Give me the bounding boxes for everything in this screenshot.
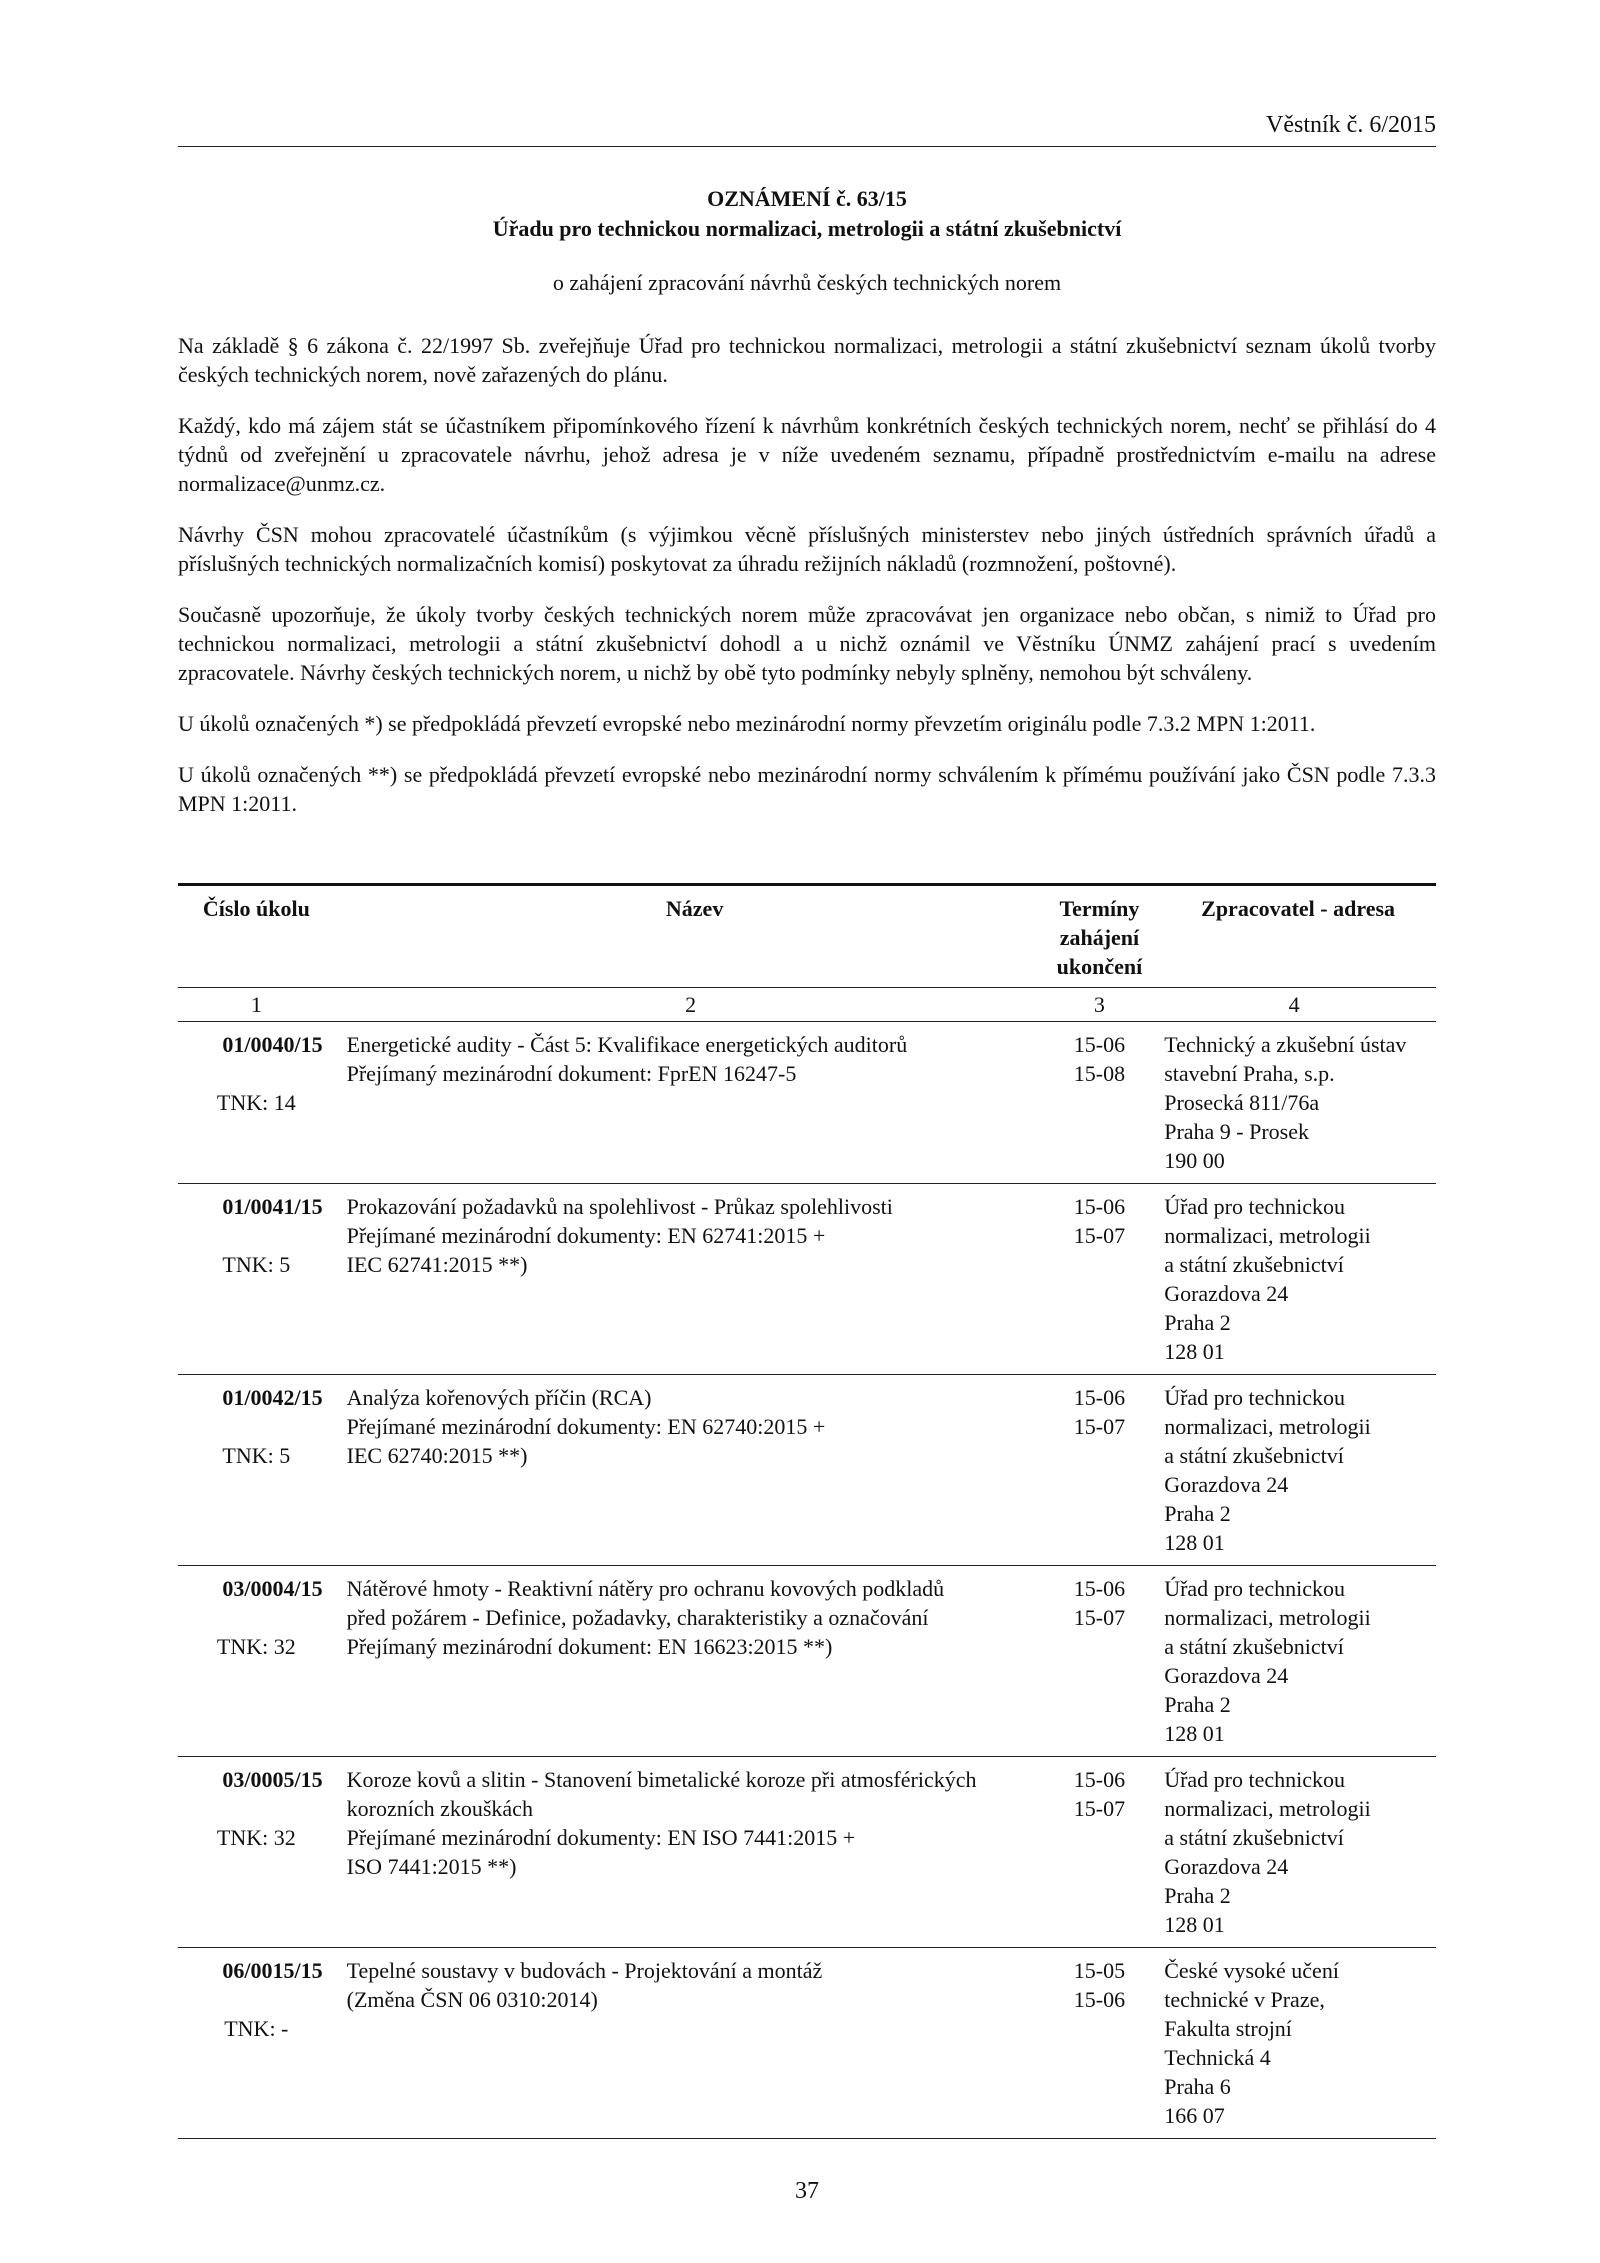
task-name-line: korozních zkouškách (346, 1796, 533, 1821)
task-name-cell (335, 1948, 1047, 2139)
table-row (178, 1022, 1436, 1184)
task-terms-cell (1047, 1757, 1153, 1948)
notice-subject: o zahájení zpracování návrhů českých technických norem (552, 270, 1062, 295)
task-tnk: TNK: - (224, 2016, 289, 2041)
column-number: 3 (1047, 988, 1153, 1022)
task-number-cell (178, 1757, 335, 1948)
task-name-line: Nátěrové hmoty - Reaktivní nátěry pro ochranu kovových podkladů (346, 1576, 945, 1601)
address-line: 128 01 (1164, 1530, 1225, 1555)
task-number-cell (178, 1184, 335, 1375)
intro-paragraphs (178, 331, 1436, 840)
notice-authority: Úřadu pro technickou normalizaci, metrologii a státní zkušebnictví (492, 216, 1122, 241)
paragraph: Na základě § 6 zákona č. 22/1997 Sb. zveřejňuje Úřad pro technickou normalizaci, metrologii a státní zkušebnictví seznam úkolů tvorby českých technických norem, nově zařazených do plánu. (178, 333, 1436, 387)
table-row (178, 1757, 1436, 1948)
address-line: Gorazdova 24 (1164, 1854, 1289, 1879)
task-number-cell (178, 1022, 335, 1184)
address-line: normalizaci, metrologii (1164, 1605, 1371, 1630)
task-name-line: Energetické audity - Část 5: Kvalifikace energetických auditorů (346, 1032, 908, 1057)
address-line: Úřad pro technickou (1164, 1385, 1346, 1410)
task-name-line: ISO 7441:2015 **) (346, 1854, 517, 1879)
task-tnk: TNK: 14 (216, 1090, 296, 1115)
paragraph: Současně upozorňuje, že úkoly tvorby českých technických norem může zpracovávat jen organizace nebo občan, s nimiž to Úřad pro technickou normalizaci, metrologii a státní zkušebnictví dohodl a u nichž oznámil ve Věstníku ÚNMZ zahájení prací s uvedením zpracovatele. Návrhy českých technických norem, u nichž by obě tyto podmínky nebyly splněny, nemohou být schváleny. (178, 602, 1436, 685)
address-line: Praha 2 (1164, 1883, 1231, 1908)
address-line: Úřad pro technickou (1164, 1194, 1346, 1219)
task-tnk: TNK: 5 (222, 1443, 291, 1468)
address-line: 128 01 (1164, 1339, 1225, 1364)
header-task-number: Číslo úkolu (178, 885, 335, 988)
task-start: 15-06 (1073, 1194, 1126, 1219)
task-name-line: Tepelné soustavy v budovách - Projektování a montáž (346, 1958, 823, 1983)
address-line: 128 01 (1164, 1912, 1225, 1937)
address-line: Praha 2 (1164, 1692, 1231, 1717)
task-address-cell (1152, 1757, 1436, 1948)
task-tnk: TNK: 32 (216, 1825, 296, 1850)
address-line: České vysoké učení (1164, 1958, 1339, 1983)
paragraph: Návrhy ČSN mohou zpracovatelé účastníkům (s výjimkou věcně příslušných ministerstev nebo jiných ústředních správních úřadů a příslušných technických normalizačních komisí) poskytovat za úhradu režijních nákladů (rozmnožení, poštovné). (178, 522, 1436, 576)
task-code: 01/0041/15 (222, 1194, 323, 1219)
task-name-line: Přejímané mezinárodní dokumenty: EN 62741:2015 + (346, 1223, 826, 1248)
address-line: Technický a zkušební ústav (1164, 1032, 1407, 1057)
task-terms-cell (1047, 1948, 1153, 2139)
task-name-line: před požárem - Definice, požadavky, charakteristiky a označování (346, 1605, 929, 1630)
table-body (178, 1022, 1436, 2139)
task-start: 15-06 (1073, 1032, 1126, 1057)
address-line: Praha 2 (1164, 1310, 1231, 1335)
task-end: 15-07 (1073, 1223, 1126, 1248)
table-row (178, 1566, 1436, 1757)
column-number: 4 (1152, 988, 1436, 1022)
task-terms-cell (1047, 1184, 1153, 1375)
paragraph: U úkolů označených *) se předpokládá převzetí evropské nebo mezinárodní normy převzetím originálu podle 7.3.2 MPN 1:2011. (178, 711, 1316, 736)
header-terms-line: Termíny (1059, 896, 1140, 921)
address-line: a státní zkušebnictví (1164, 1825, 1344, 1850)
address-line: Praha 2 (1164, 1501, 1231, 1526)
address-line: Úřad pro technickou (1164, 1576, 1346, 1601)
table-header-row (178, 885, 1436, 988)
task-terms-cell (1047, 1566, 1153, 1757)
address-line: Fakulta strojní (1164, 2016, 1292, 2041)
header-terms-line: ukončení (1056, 954, 1143, 979)
task-end: 15-07 (1073, 1605, 1126, 1630)
header-name: Název (335, 885, 1047, 988)
address-line: stavební Praha, s.p. (1164, 1061, 1335, 1086)
paragraph: U úkolů označených **) se předpokládá převzetí evropské nebo mezinárodní normy schválením k přímému používání jako ČSN podle 7.3.3 MPN 1:2011. (178, 762, 1436, 816)
address-line: a státní zkušebnictví (1164, 1252, 1344, 1277)
task-name-line: Koroze kovů a slitin - Stanovení bimetalické koroze při atmosférických (346, 1767, 977, 1792)
task-name-line: IEC 62741:2015 **) (346, 1252, 528, 1277)
task-name-cell (335, 1566, 1047, 1757)
address-line: technické v Praze, (1164, 1987, 1325, 2012)
task-address-cell (1152, 1022, 1436, 1184)
task-terms-cell (1047, 1022, 1153, 1184)
task-end: 15-07 (1073, 1796, 1126, 1821)
task-number-cell (178, 1948, 335, 2139)
address-line: 166 07 (1164, 2103, 1225, 2128)
task-name-line: Přejímané mezinárodní dokumenty: EN 62740:2015 + (346, 1414, 826, 1439)
address-line: Prosecká 811/76a (1164, 1090, 1320, 1115)
page-header (178, 112, 1436, 147)
task-name-cell (335, 1757, 1047, 1948)
task-end: 15-08 (1073, 1061, 1126, 1086)
task-start: 15-05 (1073, 1958, 1126, 1983)
address-line: normalizaci, metrologii (1164, 1414, 1371, 1439)
address-line: Praha 9 - Prosek (1164, 1119, 1310, 1144)
address-line: Praha 6 (1164, 2074, 1231, 2099)
address-line: 128 01 (1164, 1721, 1225, 1746)
address-line: a státní zkušebnictví (1164, 1634, 1344, 1659)
table-row (178, 1948, 1436, 2139)
paragraph: Každý, kdo má zájem stát se účastníkem připomínkového řízení k návrhům konkrétních českých technických norem, nechť se přihlásí do 4 týdnů od zveřejnění u zpracovatele návrhu, jehož adresa je v níže uvedeném seznamu, případně prostřednictvím e-mailu na adrese normalizace@unmz.cz. (178, 413, 1436, 496)
page-number: 37 (795, 2178, 819, 2204)
task-name-cell (335, 1375, 1047, 1566)
task-end: 15-06 (1073, 1987, 1126, 2012)
address-line: normalizaci, metrologii (1164, 1796, 1371, 1821)
task-number-cell (178, 1566, 335, 1757)
address-line: 190 00 (1164, 1148, 1225, 1173)
header-terms-line: zahájení (1059, 925, 1140, 950)
task-end: 15-07 (1073, 1414, 1126, 1439)
task-name-line: Prokazování požadavků na spolehlivost - Průkaz spolehlivosti (346, 1194, 893, 1219)
task-number-cell (178, 1375, 335, 1566)
table-number-row (178, 988, 1436, 1022)
address-line: normalizaci, metrologii (1164, 1223, 1371, 1248)
task-name-line: Přejímaný mezinárodní dokument: EN 16623:2015 **) (346, 1634, 833, 1659)
task-code: 03/0004/15 (222, 1576, 323, 1601)
task-name-line: Přejímaný mezinárodní dokument: FprEN 16247-5 (346, 1061, 797, 1086)
task-address-cell (1152, 1948, 1436, 2139)
issue-label: Věstník č. 6/2015 (1266, 112, 1436, 138)
task-start: 15-06 (1073, 1767, 1126, 1792)
task-tnk: TNK: 5 (222, 1252, 291, 1277)
header-terms (1047, 885, 1153, 988)
task-code: 03/0005/15 (222, 1767, 323, 1792)
notice-title-block (178, 184, 1436, 244)
column-number: 2 (335, 988, 1047, 1022)
task-tnk: TNK: 32 (216, 1634, 296, 1659)
task-address-cell (1152, 1566, 1436, 1757)
column-number: 1 (178, 988, 335, 1022)
address-line: Gorazdova 24 (1164, 1281, 1289, 1306)
notice-title: OZNÁMENÍ č. 63/15 (707, 186, 907, 211)
task-name-line: Analýza kořenových příčin (RCA) (346, 1385, 652, 1410)
task-name-line: Přejímané mezinárodní dokumenty: EN ISO 7441:2015 + (346, 1825, 856, 1850)
task-name-line: (Změna ČSN 06 0310:2014) (346, 1987, 598, 2012)
task-name-line: IEC 62740:2015 **) (346, 1443, 528, 1468)
task-start: 15-06 (1073, 1576, 1126, 1601)
task-address-cell (1152, 1375, 1436, 1566)
tasks-table (178, 883, 1436, 2139)
task-code: 06/0015/15 (222, 1958, 323, 1983)
task-address-cell (1152, 1184, 1436, 1375)
address-line: a státní zkušebnictví (1164, 1443, 1344, 1468)
task-code: 01/0042/15 (222, 1385, 323, 1410)
address-line: Gorazdova 24 (1164, 1663, 1289, 1688)
task-name-cell (335, 1022, 1047, 1184)
header-processor: Zpracovatel - adresa (1152, 885, 1436, 988)
task-code: 01/0040/15 (222, 1032, 323, 1057)
table-row (178, 1184, 1436, 1375)
address-line: Technická 4 (1164, 2045, 1271, 2070)
task-name-cell (335, 1184, 1047, 1375)
task-start: 15-06 (1073, 1385, 1126, 1410)
table-row (178, 1375, 1436, 1566)
address-line: Gorazdova 24 (1164, 1472, 1289, 1497)
task-terms-cell (1047, 1375, 1153, 1566)
address-line: Úřad pro technickou (1164, 1767, 1346, 1792)
